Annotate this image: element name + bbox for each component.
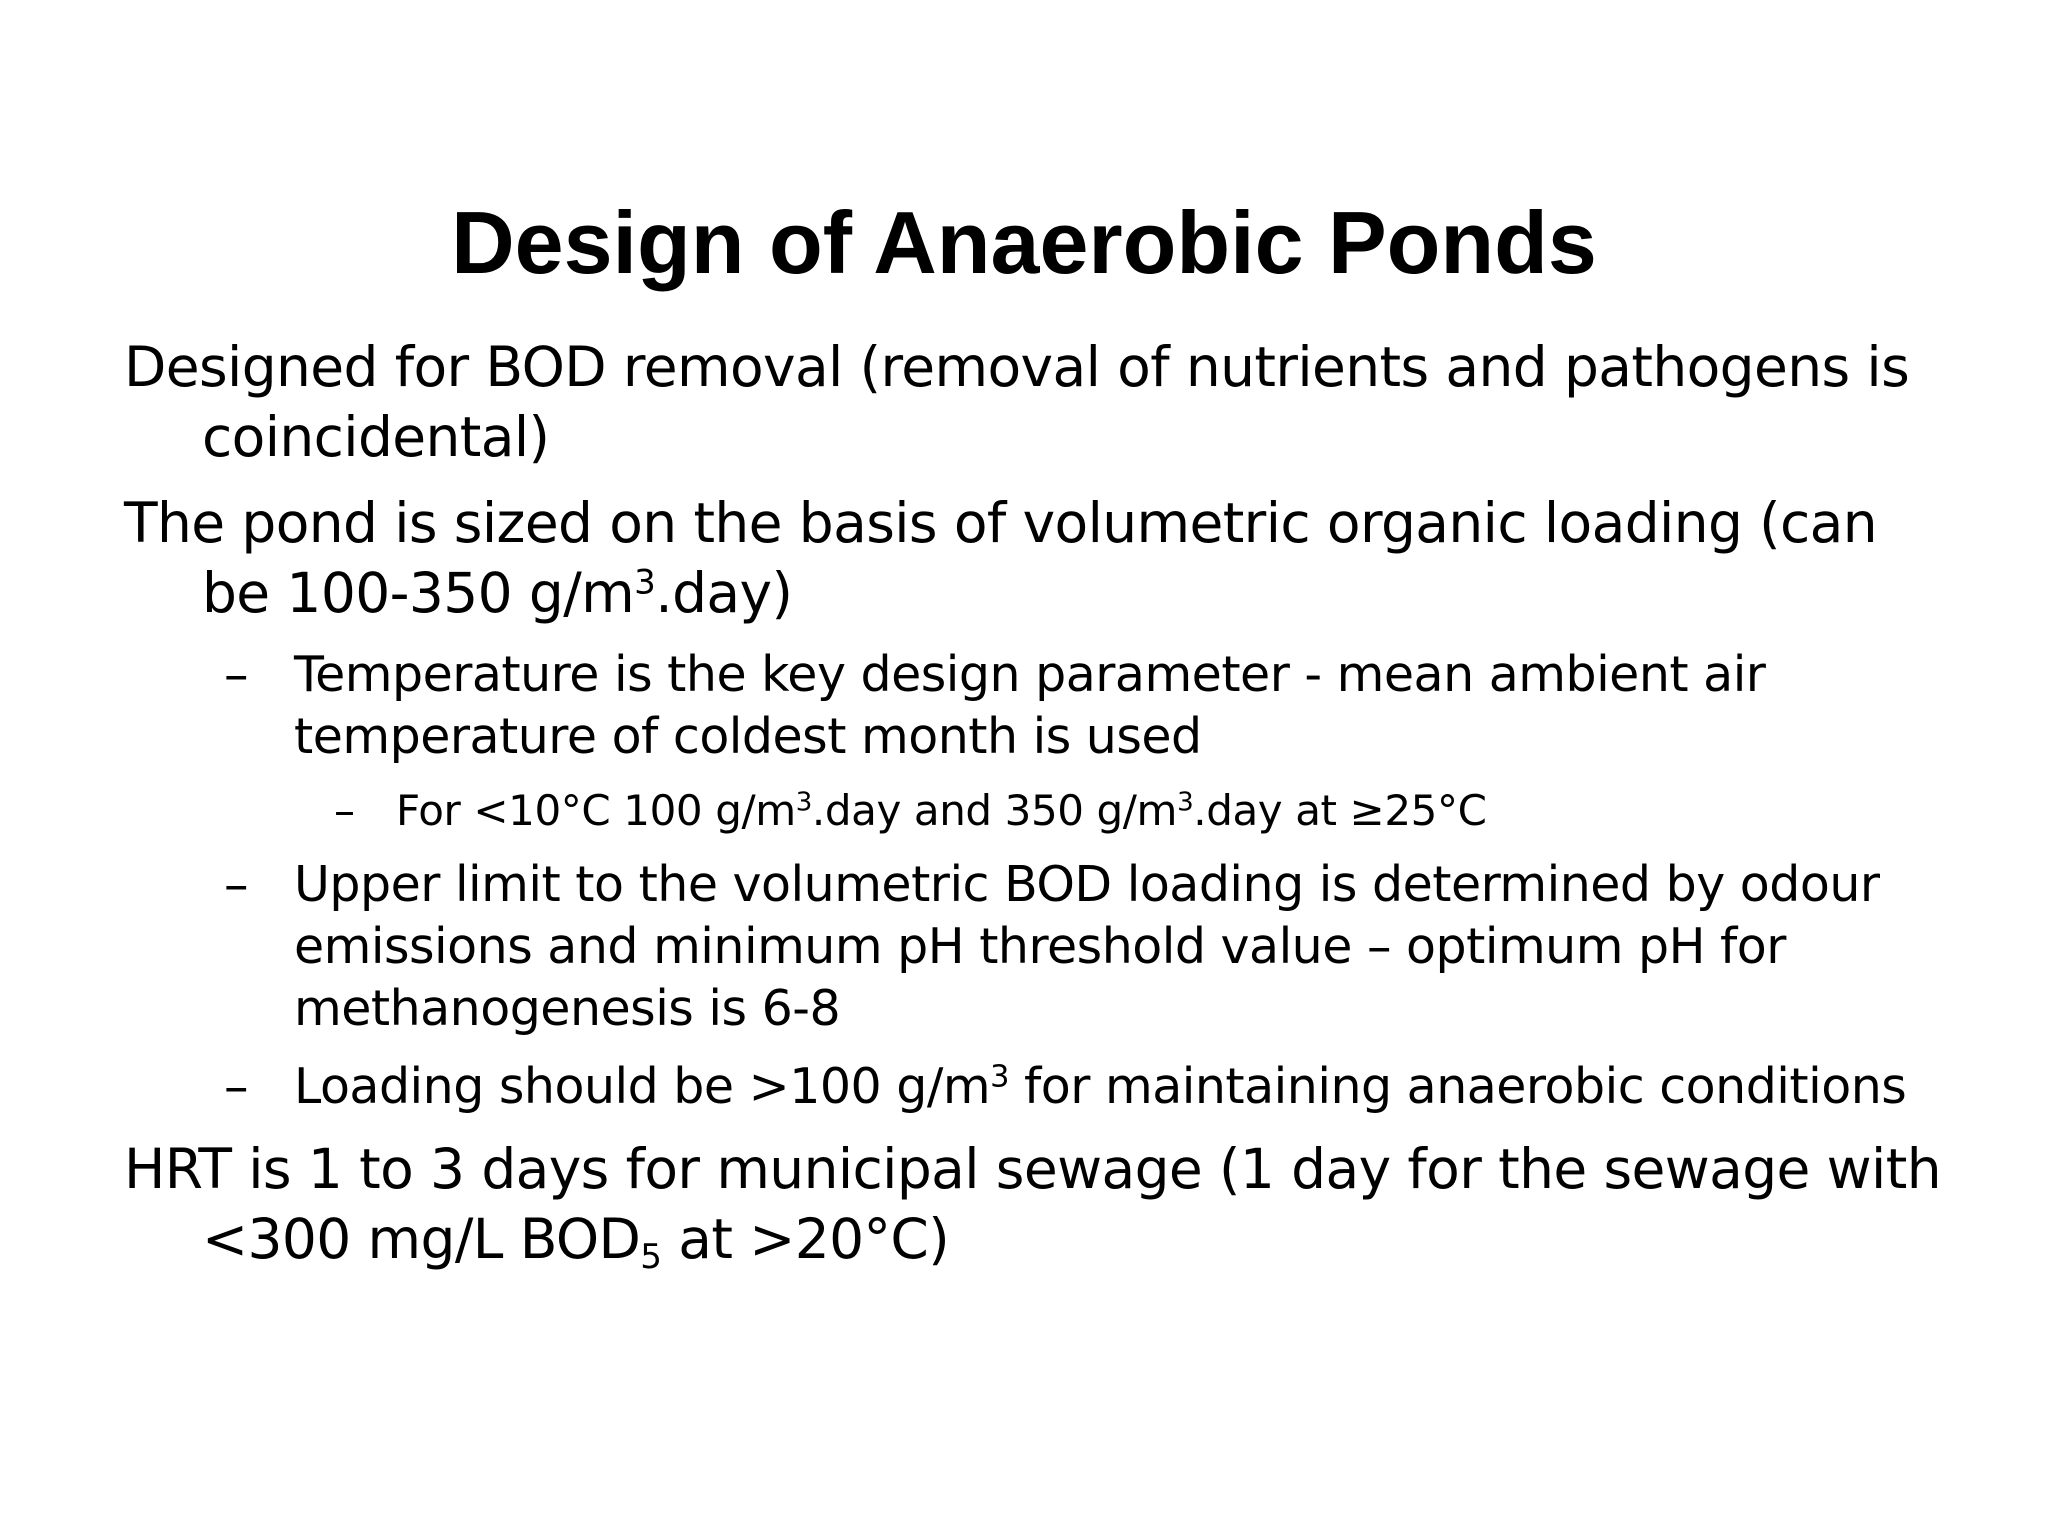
superscript: 3	[634, 562, 656, 603]
bullet-text: For <10°C 100 g/m	[396, 786, 796, 835]
dash-marker: –	[334, 786, 355, 835]
subscript: 5	[640, 1237, 662, 1278]
bullet-text: .day at ≥25°C	[1193, 786, 1487, 835]
superscript: 3	[990, 1059, 1009, 1095]
dash-marker: –	[224, 1058, 248, 1115]
dash-marker: –	[224, 646, 248, 703]
bullet-text: for maintaining anaerobic conditions	[1008, 1058, 1907, 1115]
sub-bullet-minimum-loading	[124, 1056, 1954, 1118]
superscript: 3	[1177, 787, 1194, 818]
slide-body	[124, 332, 1954, 1290]
bullet-pond-sizing	[124, 488, 1954, 628]
bullet-hrt	[124, 1134, 1954, 1278]
bullet-text: Designed for BOD removal (removal of nutrients and pathogens is coincidental)	[124, 335, 1910, 469]
bullet-text: The pond is sized on the basis of volumetric organic loading (can be 100-350 g/m	[124, 491, 1878, 625]
sub-bullet-temperature	[124, 644, 1954, 768]
bullet-text: .day and 350 g/m	[811, 786, 1178, 835]
bullet-text: Upper limit to the volumetric BOD loading is determined by odour emissions and minimum pH threshold value – optimum pH for methanogenesis is 6-8	[294, 856, 1880, 1037]
bullet-text: at >20°C)	[661, 1207, 950, 1271]
bullet-bod-removal	[124, 332, 1954, 472]
bullet-text: Loading should be >100 g/m	[294, 1058, 991, 1115]
sub-bullet-upper-limit	[124, 854, 1954, 1040]
sub-sub-bullet-loading-range	[124, 784, 1954, 838]
slide-title: Design of Anaerobic Ponds	[451, 193, 1597, 292]
superscript: 3	[795, 787, 812, 818]
bullet-text: .day)	[655, 561, 793, 625]
bullet-text: HRT is 1 to 3 days for municipal sewage (1 day for the sewage with <300 mg/L BOD	[124, 1137, 1941, 1271]
bullet-text: Temperature is the key design parameter - mean ambient air temperature of coldest month is used	[294, 646, 1766, 765]
dash-marker: –	[224, 856, 248, 913]
